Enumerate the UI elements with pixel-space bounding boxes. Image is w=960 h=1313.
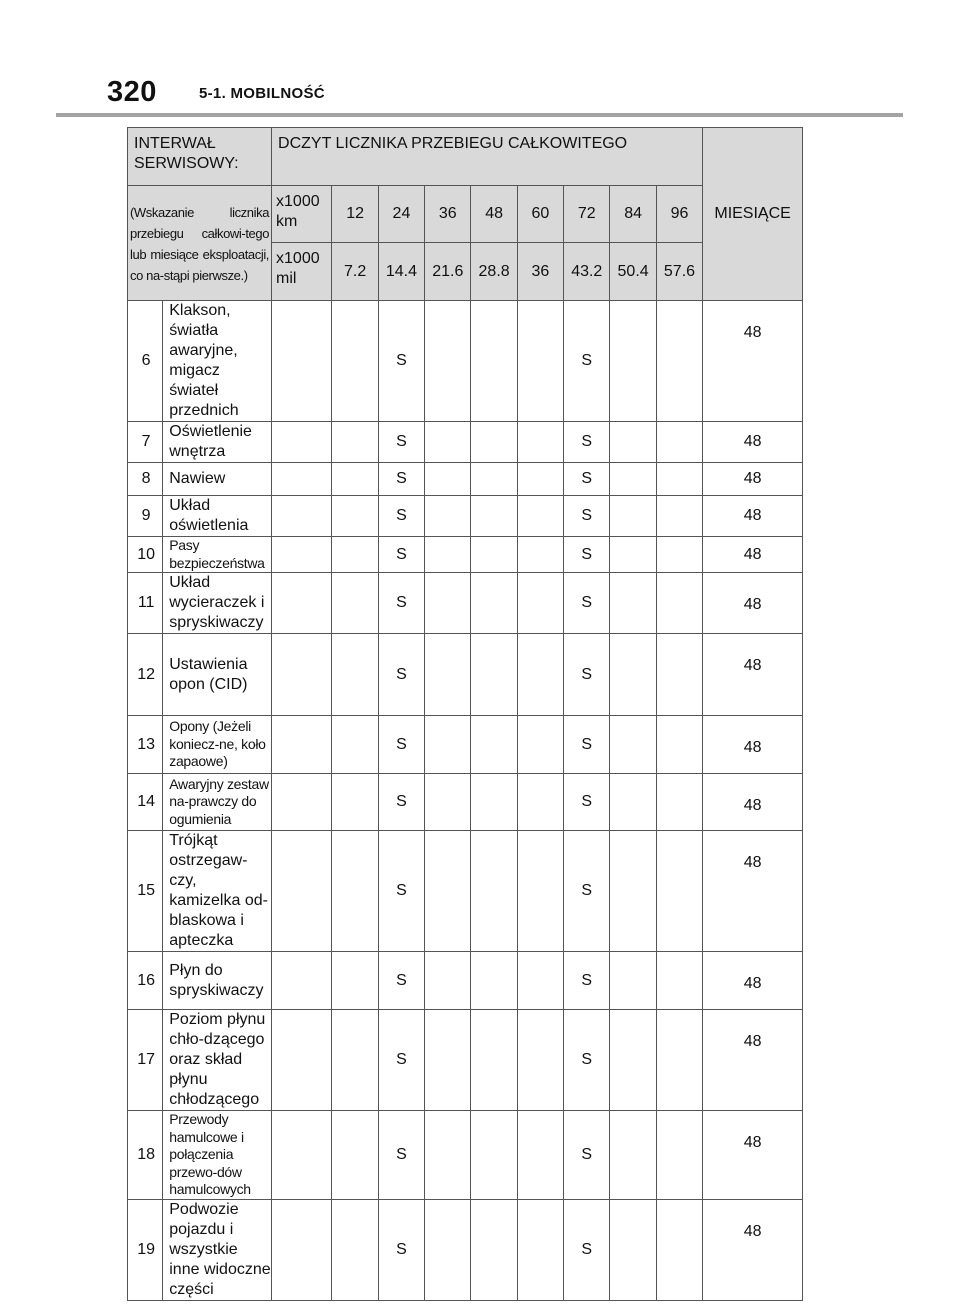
schedule-cell-60 [471,496,517,537]
schedule-cell-36: S [378,301,424,422]
schedule-cell-60 [471,716,517,774]
schedule-cell-24 [332,716,378,774]
schedule-cell-96 [610,1010,656,1111]
section-title: 5-1. MOBILNOŚĆ [199,85,325,102]
schedule-cell-12 [272,831,332,952]
item-name: Przewody hamulcowe i połączenia przewo-dów hamulcowych [163,1111,272,1200]
table-row [128,716,803,774]
months-value: 48 [703,831,803,952]
schedule-cell-36: S [378,1010,424,1111]
months-value: 48 [703,573,803,634]
schedule-cell-96 [610,463,656,496]
schedule-cell-empty [656,774,702,831]
schedule-cell-36: S [378,952,424,1010]
schedule-cell-96 [610,573,656,634]
schedule-cell-96 [610,496,656,537]
schedule-cell-empty [656,1111,702,1200]
schedule-cell-72 [517,952,563,1010]
km-value: 24 [378,186,424,243]
schedule-cell-60 [471,422,517,463]
schedule-cell-48 [425,422,471,463]
schedule-cell-12 [272,774,332,831]
schedule-cell-72 [517,831,563,952]
schedule-cell-72 [517,496,563,537]
item-number: 18 [128,1111,163,1200]
schedule-cell-24 [332,1010,378,1111]
months-value: 48 [703,463,803,496]
schedule-cell-24 [332,1199,378,1300]
schedule-cell-12 [272,1010,332,1111]
schedule-cell-empty [656,831,702,952]
schedule-cell-96 [610,1199,656,1300]
schedule-cell-84: S [564,774,610,831]
schedule-cell-60 [471,301,517,422]
schedule-cell-72 [517,422,563,463]
schedule-cell-24 [332,537,378,573]
item-name: Ustawienia opon (CID) [163,634,272,716]
schedule-cell-84: S [564,831,610,952]
schedule-cell-36: S [378,774,424,831]
schedule-cell-24 [332,573,378,634]
schedule-cell-36: S [378,716,424,774]
schedule-cell-60 [471,537,517,573]
schedule-cell-12 [272,1111,332,1200]
schedule-cell-12 [272,422,332,463]
item-name: Płyn do spryskiwaczy [163,952,272,1010]
months-value: 48 [703,1111,803,1200]
schedule-cell-84: S [564,1111,610,1200]
schedule-cell-48 [425,537,471,573]
schedule-cell-96 [610,1111,656,1200]
table-row [128,422,803,463]
schedule-cell-48 [425,1010,471,1111]
months-value: 48 [703,634,803,716]
schedule-cell-36: S [378,422,424,463]
schedule-cell-84: S [564,952,610,1010]
schedule-cell-empty [656,496,702,537]
schedule-cell-12 [272,1199,332,1300]
table-row [128,831,803,952]
schedule-cell-empty [656,422,702,463]
schedule-cell-empty [656,1010,702,1111]
months-value: 48 [703,422,803,463]
item-name: Opony (Jeżeli koniecz-ne, koło zapaowe) [163,716,272,774]
schedule-cell-36: S [378,634,424,716]
schedule-cell-12 [272,634,332,716]
schedule-cell-72 [517,1010,563,1111]
schedule-cell-84: S [564,422,610,463]
mile-value: 36 [517,243,563,301]
schedule-cell-48 [425,716,471,774]
schedule-cell-84: S [564,634,610,716]
item-number: 10 [128,537,163,573]
schedule-cell-72 [517,573,563,634]
table-row [128,573,803,634]
schedule-cell-empty [656,716,702,774]
schedule-cell-12 [272,952,332,1010]
schedule-cell-empty [656,634,702,716]
item-name: Układ oświetlenia [163,496,272,537]
table-row [128,301,803,422]
schedule-cell-12 [272,301,332,422]
schedule-cell-84: S [564,1010,610,1111]
service-interval-label: INTERWAŁ SERWISOWY: [128,128,272,186]
schedule-cell-36: S [378,573,424,634]
schedule-cell-12 [272,716,332,774]
item-name: Podwozie pojazdu i wszystkie inne widoczne części [163,1199,272,1300]
schedule-cell-12 [272,537,332,573]
page-number: 320 [107,76,157,108]
item-name: Oświetlenie wnętrza [163,422,272,463]
table-row [128,496,803,537]
schedule-cell-48 [425,463,471,496]
schedule-cell-72 [517,463,563,496]
item-name: Awaryjny zestaw na-prawczy do ogumienia [163,774,272,831]
schedule-cell-96 [610,716,656,774]
schedule-cell-24 [332,774,378,831]
table-row [128,1010,803,1111]
km-value: 96 [656,186,702,243]
item-name: Pasy bezpieczeństwa [163,537,272,573]
schedule-cell-60 [471,1199,517,1300]
odometer-reading-header: DCZYT LICZNIKA PRZEBIEGU CAŁKOWITEGO [272,128,703,186]
schedule-cell-84: S [564,463,610,496]
km-value: 72 [564,186,610,243]
schedule-cell-96 [610,301,656,422]
schedule-cell-24 [332,422,378,463]
schedule-cell-36: S [378,1199,424,1300]
months-value: 48 [703,496,803,537]
schedule-cell-72 [517,716,563,774]
months-value: 48 [703,952,803,1010]
item-number: 17 [128,1010,163,1111]
schedule-cell-48 [425,1111,471,1200]
schedule-cell-empty [656,301,702,422]
schedule-cell-48 [425,774,471,831]
schedule-cell-72 [517,1199,563,1300]
schedule-cell-60 [471,463,517,496]
km-value: 48 [471,186,517,243]
schedule-cell-60 [471,952,517,1010]
months-value: 48 [703,1010,803,1111]
km-value: 36 [425,186,471,243]
months-header: MIESIĄCE [703,128,803,301]
km-value: 12 [332,186,378,243]
months-value: 48 [703,537,803,573]
schedule-cell-72 [517,774,563,831]
item-name: Poziom płynu chło-dzącego oraz skład płynu chłodzącego [163,1010,272,1111]
schedule-cell-36: S [378,537,424,573]
mile-value: 43.2 [564,243,610,301]
schedule-cell-48 [425,952,471,1010]
schedule-cell-24 [332,463,378,496]
item-number: 9 [128,496,163,537]
schedule-cell-12 [272,573,332,634]
mile-value: 28.8 [471,243,517,301]
schedule-cell-48 [425,634,471,716]
item-number: 8 [128,463,163,496]
schedule-cell-72 [517,634,563,716]
schedule-cell-72 [517,1111,563,1200]
table-row [128,1199,803,1300]
schedule-cell-empty [656,463,702,496]
schedule-cell-96 [610,537,656,573]
schedule-cell-60 [471,634,517,716]
schedule-cell-24 [332,301,378,422]
months-value: 48 [703,1199,803,1300]
item-number: 7 [128,422,163,463]
mile-value: 21.6 [425,243,471,301]
table-row [128,634,803,716]
km-value: 60 [517,186,563,243]
schedule-cell-36: S [378,1111,424,1200]
mile-value: 7.2 [332,243,378,301]
unit-km-label: x1000 km [272,186,332,243]
mile-value: 14.4 [378,243,424,301]
unit-miles-label: x1000 mil [272,243,332,301]
schedule-cell-empty [656,1199,702,1300]
table-row [128,1111,803,1200]
schedule-cell-96 [610,952,656,1010]
item-number: 13 [128,716,163,774]
schedule-cell-empty [656,537,702,573]
item-number: 12 [128,634,163,716]
maintenance-schedule-table [127,127,803,1301]
table-row [128,463,803,496]
schedule-cell-24 [332,952,378,1010]
schedule-cell-72 [517,537,563,573]
item-name: Układ wycieraczek i spryskiwaczy [163,573,272,634]
interval-note: (Wskazanie licznika przebiegu całkowi-tego lub miesiące eksploatacji, co na-stąpi pierwsze.) [128,186,272,301]
schedule-cell-48 [425,301,471,422]
schedule-cell-60 [471,573,517,634]
table-row [128,537,803,573]
schedule-cell-72 [517,301,563,422]
schedule-cell-60 [471,774,517,831]
months-value: 48 [703,301,803,422]
schedule-cell-48 [425,831,471,952]
schedule-cell-24 [332,831,378,952]
table-row [128,774,803,831]
schedule-cell-84: S [564,537,610,573]
item-number: 16 [128,952,163,1010]
item-number: 15 [128,831,163,952]
item-number: 19 [128,1199,163,1300]
schedule-cell-48 [425,1199,471,1300]
item-number: 6 [128,301,163,422]
schedule-cell-24 [332,496,378,537]
item-name: Nawiew [163,463,272,496]
mile-value: 57.6 [656,243,702,301]
months-value: 48 [703,716,803,774]
schedule-cell-96 [610,422,656,463]
schedule-cell-60 [471,1010,517,1111]
schedule-cell-24 [332,634,378,716]
km-value: 84 [610,186,656,243]
schedule-cell-84: S [564,496,610,537]
schedule-cell-12 [272,496,332,537]
schedule-cell-60 [471,831,517,952]
header-divider [56,113,903,117]
schedule-cell-60 [471,1111,517,1200]
item-name: Klakson, światła awaryjne, migacz świateł przednich [163,301,272,422]
schedule-cell-48 [425,496,471,537]
item-number: 11 [128,573,163,634]
schedule-cell-36: S [378,831,424,952]
months-value: 48 [703,774,803,831]
schedule-cell-24 [332,1111,378,1200]
schedule-cell-empty [656,952,702,1010]
schedule-cell-36: S [378,463,424,496]
item-number: 14 [128,774,163,831]
schedule-cell-36: S [378,496,424,537]
item-name: Trójkąt ostrzegaw-czy, kamizelka od-blaskowa i apteczka [163,831,272,952]
schedule-cell-96 [610,774,656,831]
schedule-cell-96 [610,831,656,952]
table-row [128,952,803,1010]
schedule-cell-96 [610,634,656,716]
schedule-cell-empty [656,573,702,634]
schedule-cell-84: S [564,716,610,774]
schedule-cell-84: S [564,573,610,634]
schedule-cell-12 [272,463,332,496]
schedule-cell-48 [425,573,471,634]
mile-value: 50.4 [610,243,656,301]
schedule-cell-84: S [564,1199,610,1300]
schedule-cell-84: S [564,301,610,422]
